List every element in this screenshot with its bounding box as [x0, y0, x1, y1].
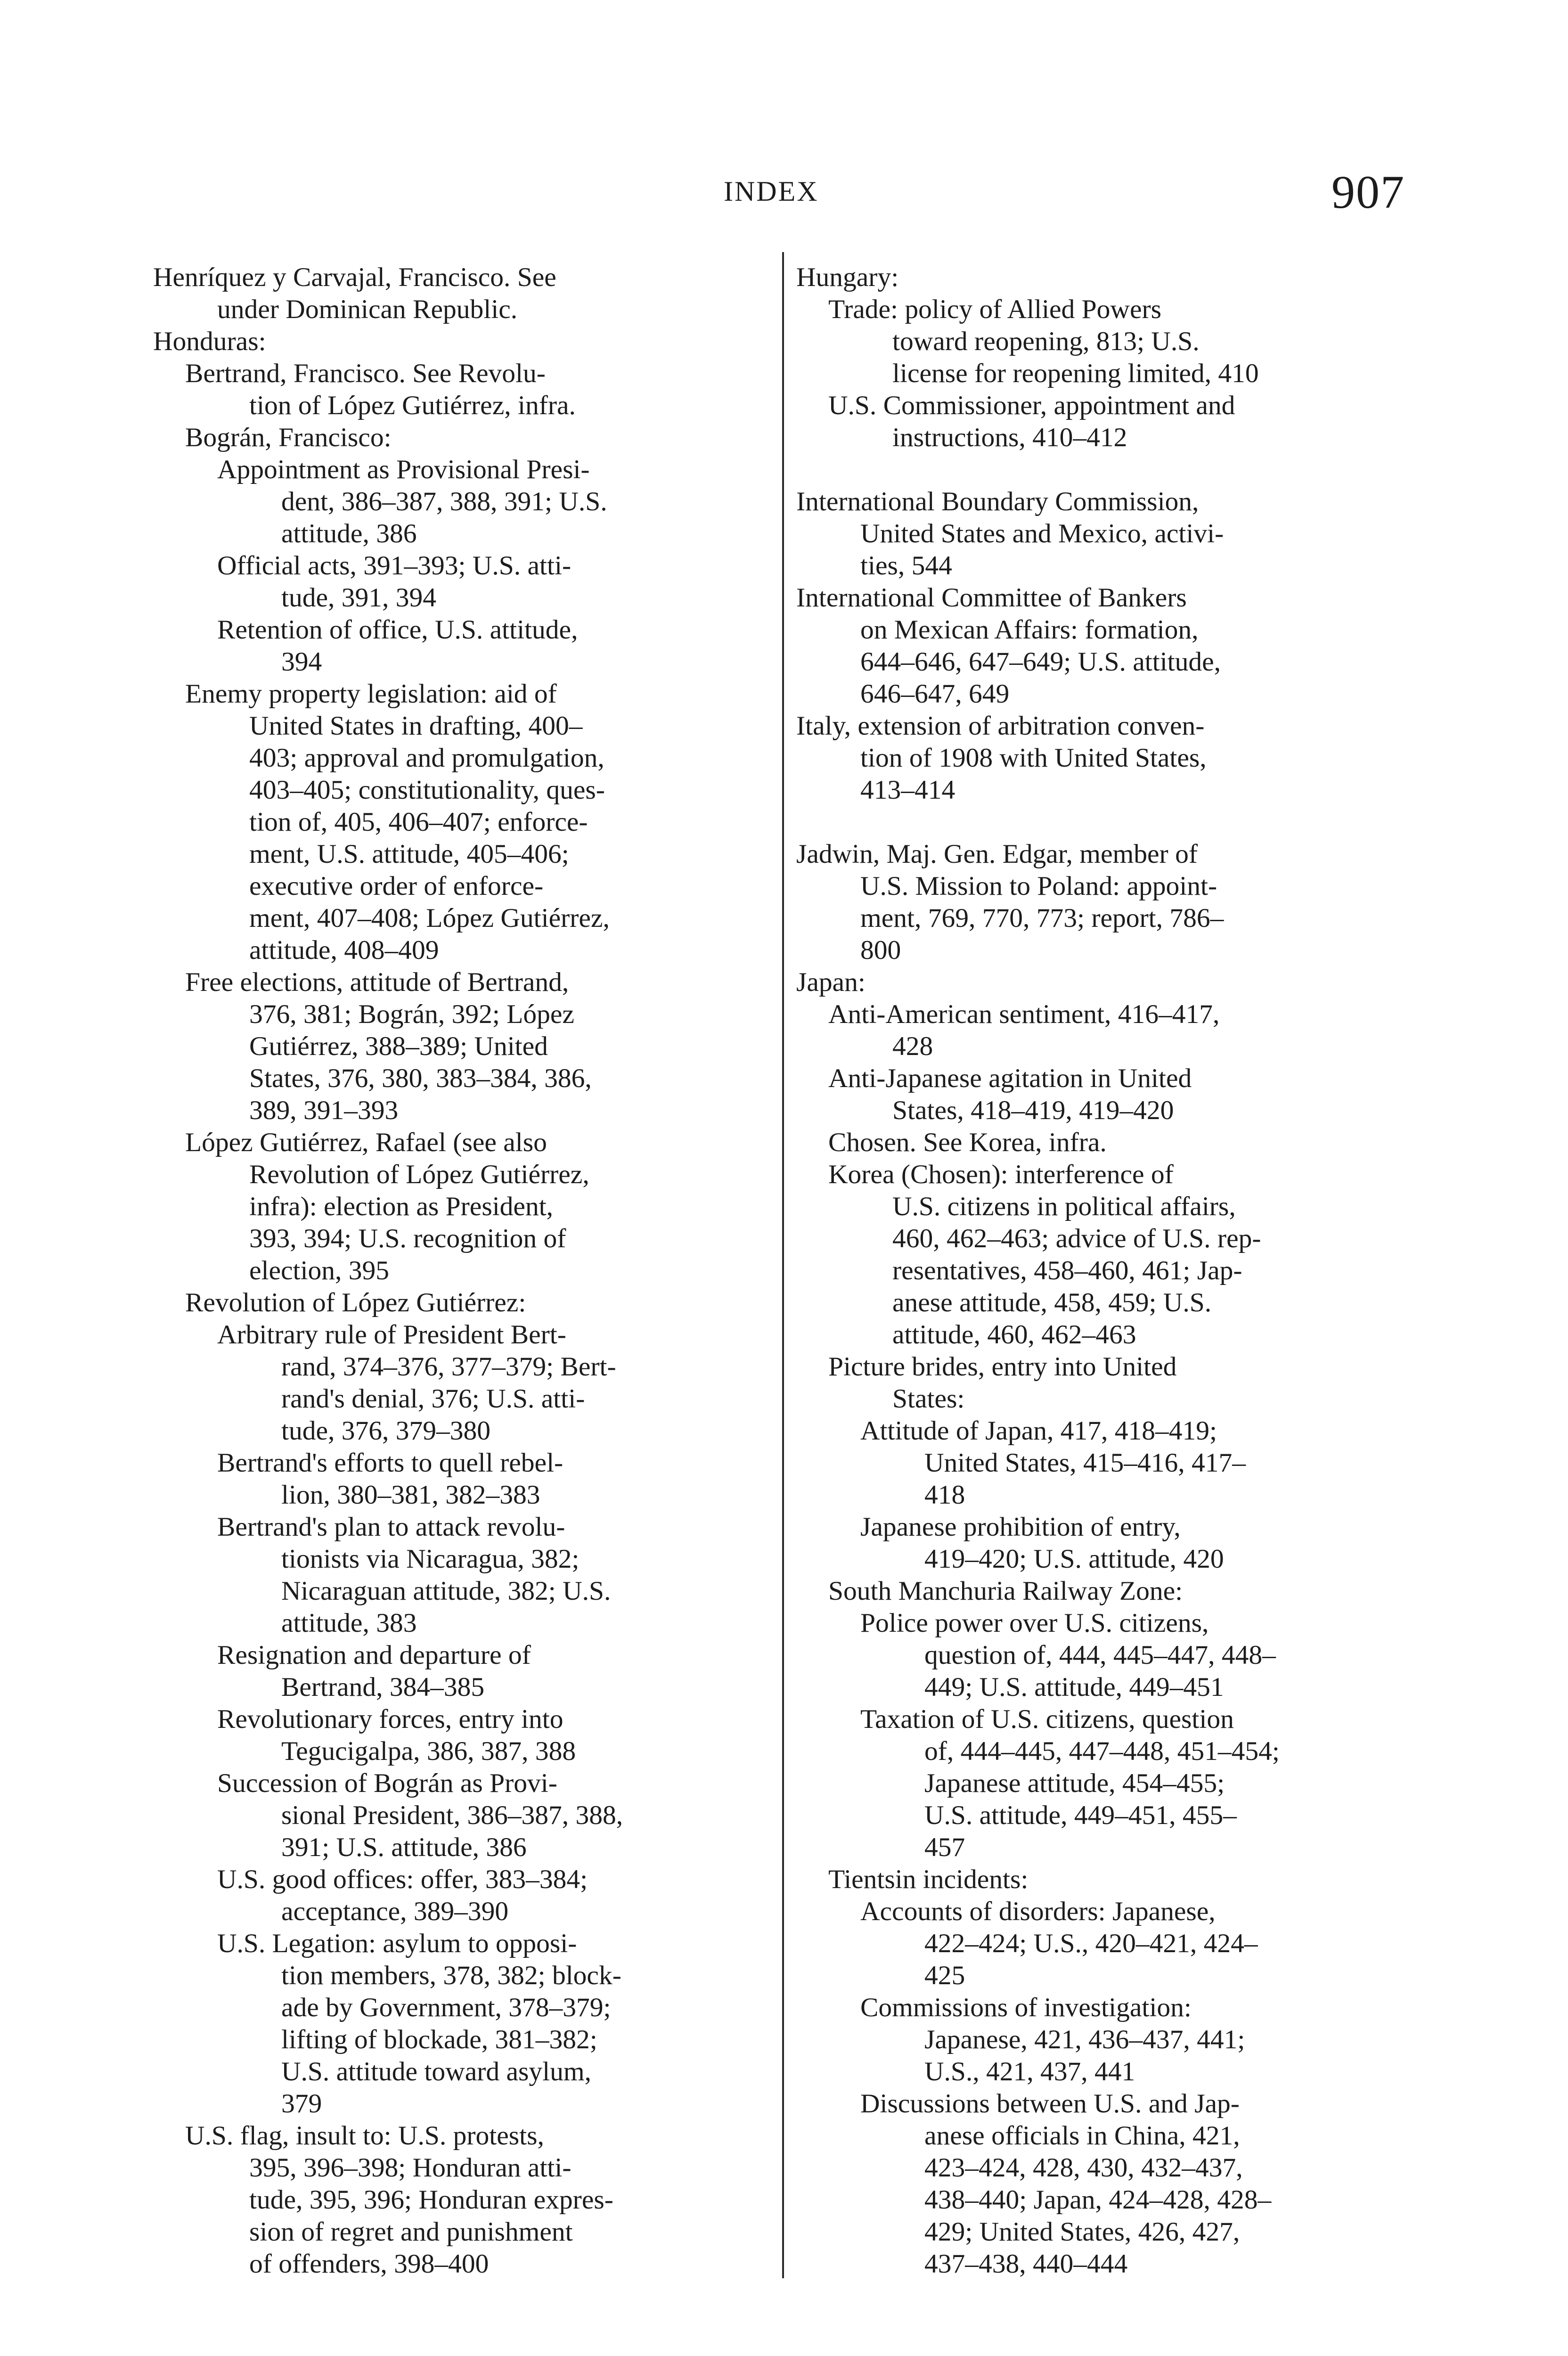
index-entry-continuation: Tegucigalpa, 386, 387, 388: [281, 1736, 576, 1766]
index-entry-continuation: Gutiérrez, 388–389; United: [249, 1031, 548, 1061]
index-entry-continuation: 429; United States, 426, 427,: [924, 2217, 1240, 2247]
index-entry-continuation: rand, 374–376, 377–379; Bert-: [281, 1352, 616, 1382]
index-entry-continuation: U.S. citizens in political affairs,: [892, 1192, 1236, 1221]
index-entry-continuation: 403; approval and promulgation,: [249, 743, 604, 773]
index-entry-continuation: instructions, 410–412: [892, 423, 1127, 452]
index-entry-continuation: attitude, 386: [281, 519, 417, 548]
index-entry-continuation: dent, 386–387, 388, 391; U.S.: [281, 487, 607, 516]
index-entry-continuation: U.S. attitude, 449–451, 455–: [924, 1800, 1237, 1830]
column-divider: [782, 252, 784, 2278]
index-entry-continuation: acceptance, 389–390: [281, 1897, 509, 1926]
index-entry: López Gutiérrez, Rafael (see also: [185, 1128, 547, 1157]
index-entry-continuation: lion, 380–381, 382–383: [281, 1480, 540, 1510]
index-entry-continuation: Bertrand's plan to attack revolu-: [217, 1512, 565, 1542]
index-entry-continuation: ment, 769, 770, 773; report, 786–: [860, 903, 1224, 933]
index-entry-continuation: ment, U.S. attitude, 405–406;: [249, 839, 569, 869]
index-entry-continuation: Attitude of Japan, 417, 418–419;: [860, 1416, 1217, 1446]
index-entry-continuation: 419–420; U.S. attitude, 420: [924, 1544, 1224, 1574]
index-entry-continuation: 423–424, 428, 430, 432–437,: [924, 2153, 1243, 2183]
index-entry: Hungary:: [796, 262, 899, 292]
index-entry-continuation: 438–440; Japan, 424–428, 428–: [924, 2185, 1272, 2215]
index-entry-continuation: 418: [924, 1480, 965, 1510]
index-entry-continuation: 646–647, 649: [860, 679, 1010, 709]
index-entry-continuation: ade by Government, 378–379;: [281, 1993, 611, 2022]
index-entry-continuation: sion of regret and punishment: [249, 2217, 573, 2247]
index-entry-continuation: Nicaraguan attitude, 382; U.S.: [281, 1576, 611, 1606]
index-entry-continuation: Commissions of investigation:: [860, 1993, 1192, 2022]
index-entry-continuation: tionists via Nicaragua, 382;: [281, 1544, 580, 1574]
index-entry-continuation: Japanese prohibition of entry,: [860, 1512, 1181, 1542]
index-entry-continuation: 457: [924, 1832, 965, 1862]
index-entry-continuation: Resignation and departure of: [217, 1640, 531, 1670]
index-entry: Korea (Chosen): interference of: [828, 1160, 1174, 1189]
index-entry: Japan:: [796, 967, 866, 997]
index-entry-continuation: United States and Mexico, activi-: [860, 519, 1224, 548]
index-column-left: [153, 262, 761, 2280]
index-entry-continuation: license for reopening limited, 410: [892, 359, 1259, 388]
index-entry-continuation: Arbitrary rule of President Bert-: [217, 1320, 566, 1350]
index-entry-continuation: Police power over U.S. citizens,: [860, 1608, 1209, 1638]
index-entry-continuation: of offenders, 398–400: [249, 2249, 489, 2279]
index-entry-continuation: tion of, 405, 406–407; enforce-: [249, 807, 588, 837]
index-entry-continuation: executive order of enforce-: [249, 871, 544, 901]
index-entry-continuation: States, 376, 380, 383–384, 386,: [249, 1063, 592, 1093]
index-entry-continuation: tude, 395, 396; Honduran expres-: [249, 2185, 613, 2215]
index-entry: Picture brides, entry into United: [828, 1352, 1177, 1382]
index-entry: Trade: policy of Allied Powers: [828, 294, 1161, 324]
index-entry-continuation: 413–414: [860, 775, 956, 805]
index-entry-continuation: U.S. attitude toward asylum,: [281, 2057, 591, 2086]
index-entry-continuation: under Dominican Republic.: [217, 294, 518, 324]
index-entry-continuation: tion of 1908 with United States,: [860, 743, 1207, 773]
index-entry-continuation: 389, 391–393: [249, 1096, 399, 1125]
index-entry-continuation: 379: [281, 2089, 322, 2119]
index-entry-continuation: rand's denial, 376; U.S. atti-: [281, 1384, 585, 1414]
index-entry: Honduras:: [153, 327, 266, 356]
index-entry-continuation: Succession of Bográn as Provi-: [217, 1768, 557, 1798]
index-entry: International Boundary Commission,: [796, 487, 1199, 516]
index-entry-continuation: U.S. Legation: asylum to opposi-: [217, 1929, 577, 1958]
index-entry-continuation: infra): election as President,: [249, 1192, 554, 1221]
index-entry-continuation: Japanese, 421, 436–437, 441;: [924, 2025, 1245, 2054]
index-entry-continuation: Discussions between U.S. and Jap-: [860, 2089, 1240, 2119]
index-entry-continuation: 376, 381; Bográn, 392; López: [249, 999, 574, 1029]
index-entry-continuation: toward reopening, 813; U.S.: [892, 327, 1200, 356]
page-number: 907: [1331, 166, 1405, 218]
index-entry-continuation: 422–424; U.S., 420–421, 424–: [924, 1929, 1258, 1958]
index-entry-continuation: United States in drafting, 400–: [249, 711, 583, 741]
index-entry-continuation: Retention of office, U.S. attitude,: [217, 615, 578, 645]
index-entry-continuation: 403–405; constitutionality, ques-: [249, 775, 605, 805]
index-entry-continuation: tude, 391, 394: [281, 583, 436, 613]
index-entry: International Committee of Bankers: [796, 583, 1187, 613]
index-entry-continuation: ment, 407–408; López Gutiérrez,: [249, 903, 610, 933]
entry-spacer: [796, 454, 1416, 486]
index-entry-continuation: U.S. good offices: offer, 383–384;: [217, 1865, 588, 1894]
index-entry-continuation: tion of López Gutiérrez, infra.: [249, 391, 576, 420]
index-entry-continuation: of, 444–445, 447–448, 451–454;: [924, 1736, 1280, 1766]
index-entry-continuation: attitude, 383: [281, 1608, 417, 1638]
index-entry-continuation: United States, 415–416, 417–: [924, 1448, 1246, 1478]
index-entry-continuation: States:: [892, 1384, 965, 1414]
index-entry: Jadwin, Maj. Gen. Edgar, member of: [796, 839, 1198, 869]
index-entry-continuation: ties, 544: [860, 551, 952, 581]
index-entry-continuation: sional President, 386–387, 388,: [281, 1800, 623, 1830]
index-entry-continuation: U.S. Mission to Poland: appoint-: [860, 871, 1217, 901]
index-entry-continuation: 425: [924, 1961, 965, 1990]
index-entry-continuation: Official acts, 391–393; U.S. atti-: [217, 551, 572, 581]
index-entry-continuation: question of, 444, 445–447, 448–: [924, 1640, 1276, 1670]
index-entry-continuation: 449; U.S. attitude, 449–451: [924, 1672, 1224, 1702]
index-entry-continuation: Appointment as Provisional Presi-: [217, 455, 590, 484]
index-entry: U.S. flag, insult to: U.S. protests,: [185, 2121, 544, 2151]
index-entry: Revolution of López Gutiérrez:: [185, 1288, 526, 1317]
index-entry-continuation: 391; U.S. attitude, 386: [281, 1832, 527, 1862]
index-entry: Anti-Japanese agitation in United: [828, 1063, 1192, 1093]
index-entry-continuation: anese attitude, 458, 459; U.S.: [892, 1288, 1212, 1317]
index-entry-continuation: attitude, 460, 462–463: [892, 1320, 1136, 1350]
index-entry-continuation: 460, 462–463; advice of U.S. rep-: [892, 1224, 1261, 1253]
index-entry-continuation: 800: [860, 935, 901, 965]
index-entry: South Manchuria Railway Zone:: [828, 1576, 1183, 1606]
index-entry: Italy, extension of arbitration conven-: [796, 711, 1205, 741]
index-entry: Tientsin incidents:: [828, 1865, 1029, 1894]
index-entry: Anti-American sentiment, 416–417,: [828, 999, 1220, 1029]
index-entry-continuation: Bertrand, 384–385: [281, 1672, 485, 1702]
index-entry: Enemy property legislation: aid of: [185, 679, 557, 709]
index-entry-continuation: Taxation of U.S. citizens, question: [860, 1704, 1234, 1734]
index-entry-continuation: tude, 376, 379–380: [281, 1416, 490, 1446]
index-entry-continuation: Revolution of López Gutiérrez,: [249, 1160, 589, 1189]
index-entry-continuation: tion members, 378, 382; block-: [281, 1961, 621, 1990]
index-entry-continuation: 428: [892, 1031, 933, 1061]
index-entry-continuation: 393, 394; U.S. recognition of: [249, 1224, 566, 1253]
index-entry-continuation: on Mexican Affairs: formation,: [860, 615, 1199, 645]
index-entry-continuation: Accounts of disorders: Japanese,: [860, 1897, 1216, 1926]
running-head: INDEX: [724, 176, 819, 207]
index-entry-continuation: 644–646, 647–649; U.S. attitude,: [860, 647, 1221, 677]
index-entry-continuation: resentatives, 458–460, 461; Jap-: [892, 1256, 1242, 1285]
entry-spacer: [796, 806, 1416, 838]
index-entry-continuation: anese officials in China, 421,: [924, 2121, 1240, 2151]
index-entry-continuation: Japanese attitude, 454–455;: [924, 1768, 1225, 1798]
index-column-right: [796, 262, 1416, 2280]
index-entry: Henríquez y Carvajal, Francisco. See: [153, 262, 556, 292]
index-entry-continuation: U.S., 421, 437, 441: [924, 2057, 1135, 2086]
index-entry-continuation: States, 418–419, 419–420: [892, 1096, 1174, 1125]
index-entry: Bográn, Francisco:: [185, 423, 392, 452]
index-entry: U.S. Commissioner, appointment and: [828, 391, 1235, 420]
index-entry-continuation: lifting of blockade, 381–382;: [281, 2025, 597, 2054]
index-entry-continuation: 437–438, 440–444: [924, 2249, 1128, 2279]
index-entry: Bertrand, Francisco. See Revolu-: [185, 359, 546, 388]
index-entry-continuation: attitude, 408–409: [249, 935, 439, 965]
index-entry-continuation: Revolutionary forces, entry into: [217, 1704, 564, 1734]
index-entry: Free elections, attitude of Bertrand,: [185, 967, 569, 997]
index-entry-continuation: 395, 396–398; Honduran atti-: [249, 2153, 572, 2183]
index-entry-continuation: 394: [281, 647, 322, 677]
index-entry-continuation: election, 395: [249, 1256, 389, 1285]
index-entry-continuation: Bertrand's efforts to quell rebel-: [217, 1448, 564, 1478]
index-entry: Chosen. See Korea, infra.: [828, 1128, 1107, 1157]
